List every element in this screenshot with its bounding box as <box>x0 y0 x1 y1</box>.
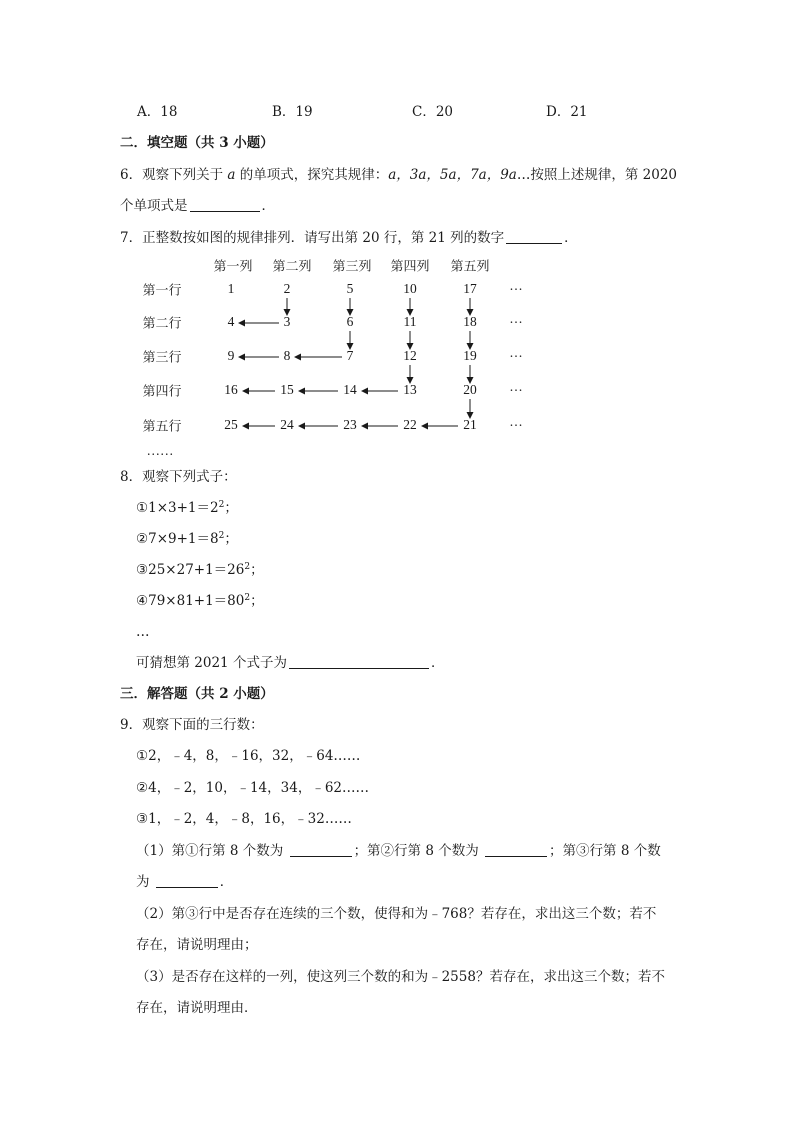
q8-item-3-end: ； <box>250 562 264 578</box>
grid-cell-r4-c1: 16 <box>224 382 238 398</box>
q8-item-4-end: ； <box>250 593 264 609</box>
q8-item-2 <box>136 530 238 548</box>
q8-item-2-end: ； <box>224 531 238 547</box>
grid-cell-r5-c4: 22 <box>403 417 417 433</box>
grid-cell-r5-c2: 24 <box>280 417 294 433</box>
grid-cell-r5-c1: 25 <box>224 417 238 433</box>
q6-text-d: 个单项式是 <box>120 198 188 214</box>
q8-title: 8．观察下列式子： <box>120 469 237 485</box>
grid-labels <box>142 259 522 459</box>
row-continuation-5: … <box>509 414 523 430</box>
row-header-1: 第一行 <box>142 283 182 299</box>
row-header-4: 第四行 <box>142 384 182 400</box>
q6-text-b: 的单项式，探究其规律： <box>235 167 389 183</box>
row-header-5: 第五行 <box>142 419 182 435</box>
q9-title: 9．观察下面的三行数： <box>120 717 264 733</box>
q6-sequence: a，3a，5a，7a，9a <box>388 167 517 183</box>
q8-answer-blank[interactable] <box>289 655 429 669</box>
grid-cell-r1-c5: 17 <box>463 281 477 297</box>
row-continuation-2: … <box>509 311 523 327</box>
grid-cell-r5-c3: 23 <box>343 417 357 433</box>
col-header-3: 第三列 <box>332 259 372 275</box>
row-continuation-1: … <box>509 278 523 294</box>
q8-item-4-expr: 79×81+1＝80 <box>148 593 245 609</box>
grid-cell-r5-c5: 21 <box>463 417 477 433</box>
grid-cell-r4-c4: 13 <box>403 382 417 398</box>
q9-part-3-line-2: 存在，请说明理由． <box>136 1000 258 1016</box>
grid-cell-r4-c5: 20 <box>463 382 477 398</box>
grid-cell-r2-c4: 11 <box>403 314 417 330</box>
q8-item-3-exponent: 2 <box>244 562 251 572</box>
q8-item-2-mark: ② <box>136 531 149 547</box>
q8-item-3 <box>136 561 264 579</box>
option-a: A．18 <box>137 104 178 120</box>
q8-ellipsis: … <box>136 624 150 640</box>
section-3-title: 三．解答题（共 2 小题） <box>120 686 274 702</box>
q8-guess <box>136 654 444 672</box>
q6-text-c: …按照上述规律，第 2020 <box>516 167 678 183</box>
row-header-2: 第二行 <box>142 316 182 332</box>
q8-item-1-mark: ① <box>136 500 149 516</box>
grid-cell-r4-c3: 14 <box>343 382 357 398</box>
q8-item-1-expr: 1×3+1＝2 <box>148 500 219 516</box>
q7-text: 7．正整数按如图的规律排列．请写出第 20 行，第 21 列的数字 <box>120 230 505 246</box>
q8-item-4 <box>136 592 264 610</box>
q8-item-4-mark: ④ <box>136 593 149 609</box>
grid-cell-r3-c3: 7 <box>346 348 354 364</box>
grid-cell-r4-c2: 15 <box>280 382 294 398</box>
q8-item-1-exponent: 2 <box>218 500 225 510</box>
q9-p1-end: ． <box>219 874 234 890</box>
number-grid-figure <box>0 0 794 470</box>
q8-item-3-mark: ③ <box>136 562 149 578</box>
q8-item-2-expr: 7×9+1＝8 <box>148 531 219 547</box>
col-header-4: 第四列 <box>390 259 430 275</box>
grid-cell-r2-c1: 4 <box>227 314 235 330</box>
grid-cell-r2-c3: 6 <box>346 314 354 330</box>
option-d: D．21 <box>546 104 588 120</box>
q8-guess-text: 可猜想第 2021 个式子为 <box>136 655 287 671</box>
grid-cell-r3-c1: 9 <box>227 348 235 364</box>
q7-end: ． <box>564 230 578 246</box>
q8-item-2-exponent: 2 <box>218 531 225 541</box>
q9-p1-blank-2[interactable] <box>485 843 547 857</box>
row-continuation-4: … <box>509 379 523 395</box>
q8-item-1-end: ； <box>224 500 238 516</box>
q9-part-3-line-1: （3）是否存在这样的一列，使这列三个数的和为﹣2558？若存在，求出这三个数；若不 <box>136 969 665 985</box>
col-header-1: 第一列 <box>213 259 253 275</box>
q8-item-3-expr: 25×27+1＝26 <box>148 562 245 578</box>
col-header-2: 第二列 <box>272 259 312 275</box>
q8-item-4-exponent: 2 <box>244 593 251 603</box>
q9-p1-blank-3[interactable] <box>156 874 218 888</box>
q9-part-2-line-1: （2）第③行中是否存在连续的三个数，使得和为﹣768？若存在，求出这三个数；若不 <box>136 906 657 922</box>
q9-p1-text-d: 为 <box>136 874 154 890</box>
q9-row-3: ③1，﹣2，4，﹣8，16，﹣32…… <box>136 811 352 827</box>
q6-text-a: 6．观察下列关于 <box>120 167 228 183</box>
grid-cell-r3-c5: 19 <box>463 348 477 364</box>
q9-part-1-line-1 <box>136 842 661 860</box>
q9-part-2-line-2: 存在，请说明理由； <box>136 937 258 953</box>
q9-p1-text-b: ；第②行第 8 个数为 <box>353 843 484 859</box>
grid-cell-r1-c1: 1 <box>227 281 235 297</box>
col-header-5: 第五列 <box>450 259 490 275</box>
q9-p1-blank-1[interactable] <box>290 843 352 857</box>
row-header-3: 第三行 <box>142 350 182 366</box>
grid-cell-r1-c3: 5 <box>346 281 354 297</box>
grid-cell-r2-c5: 18 <box>463 314 477 330</box>
grid-arrows <box>239 298 470 426</box>
q9-row-2: ②4，﹣2，10，﹣14，34，﹣62…… <box>136 780 369 796</box>
q9-part-1-line-2 <box>136 873 233 891</box>
grid-cell-r1-c2: 2 <box>283 281 291 297</box>
option-c: C．20 <box>412 104 454 120</box>
q6-variable: a <box>227 167 236 183</box>
column-continuation: …… <box>146 443 174 459</box>
grid-cell-r1-c4: 10 <box>403 281 417 297</box>
q6-end: ． <box>261 198 275 214</box>
section-2-title: 二．填空题（共 3 小题） <box>120 135 274 151</box>
q8-guess-end: ． <box>430 655 445 671</box>
q9-row-1: ①2，﹣4，8，﹣16，32，﹣64…… <box>136 748 361 764</box>
q9-p1-text-a: （1）第①行第 8 个数为 <box>136 843 288 859</box>
row-continuation-3: … <box>509 345 523 361</box>
q8-item-1 <box>136 499 238 517</box>
option-b: B．19 <box>272 104 313 120</box>
grid-cell-r3-c2: 8 <box>283 348 291 364</box>
grid-cell-r3-c4: 12 <box>403 348 417 364</box>
q9-p1-text-c: ；第③行第 8 个数 <box>549 843 661 859</box>
grid-cell-r2-c2: 3 <box>283 314 291 330</box>
